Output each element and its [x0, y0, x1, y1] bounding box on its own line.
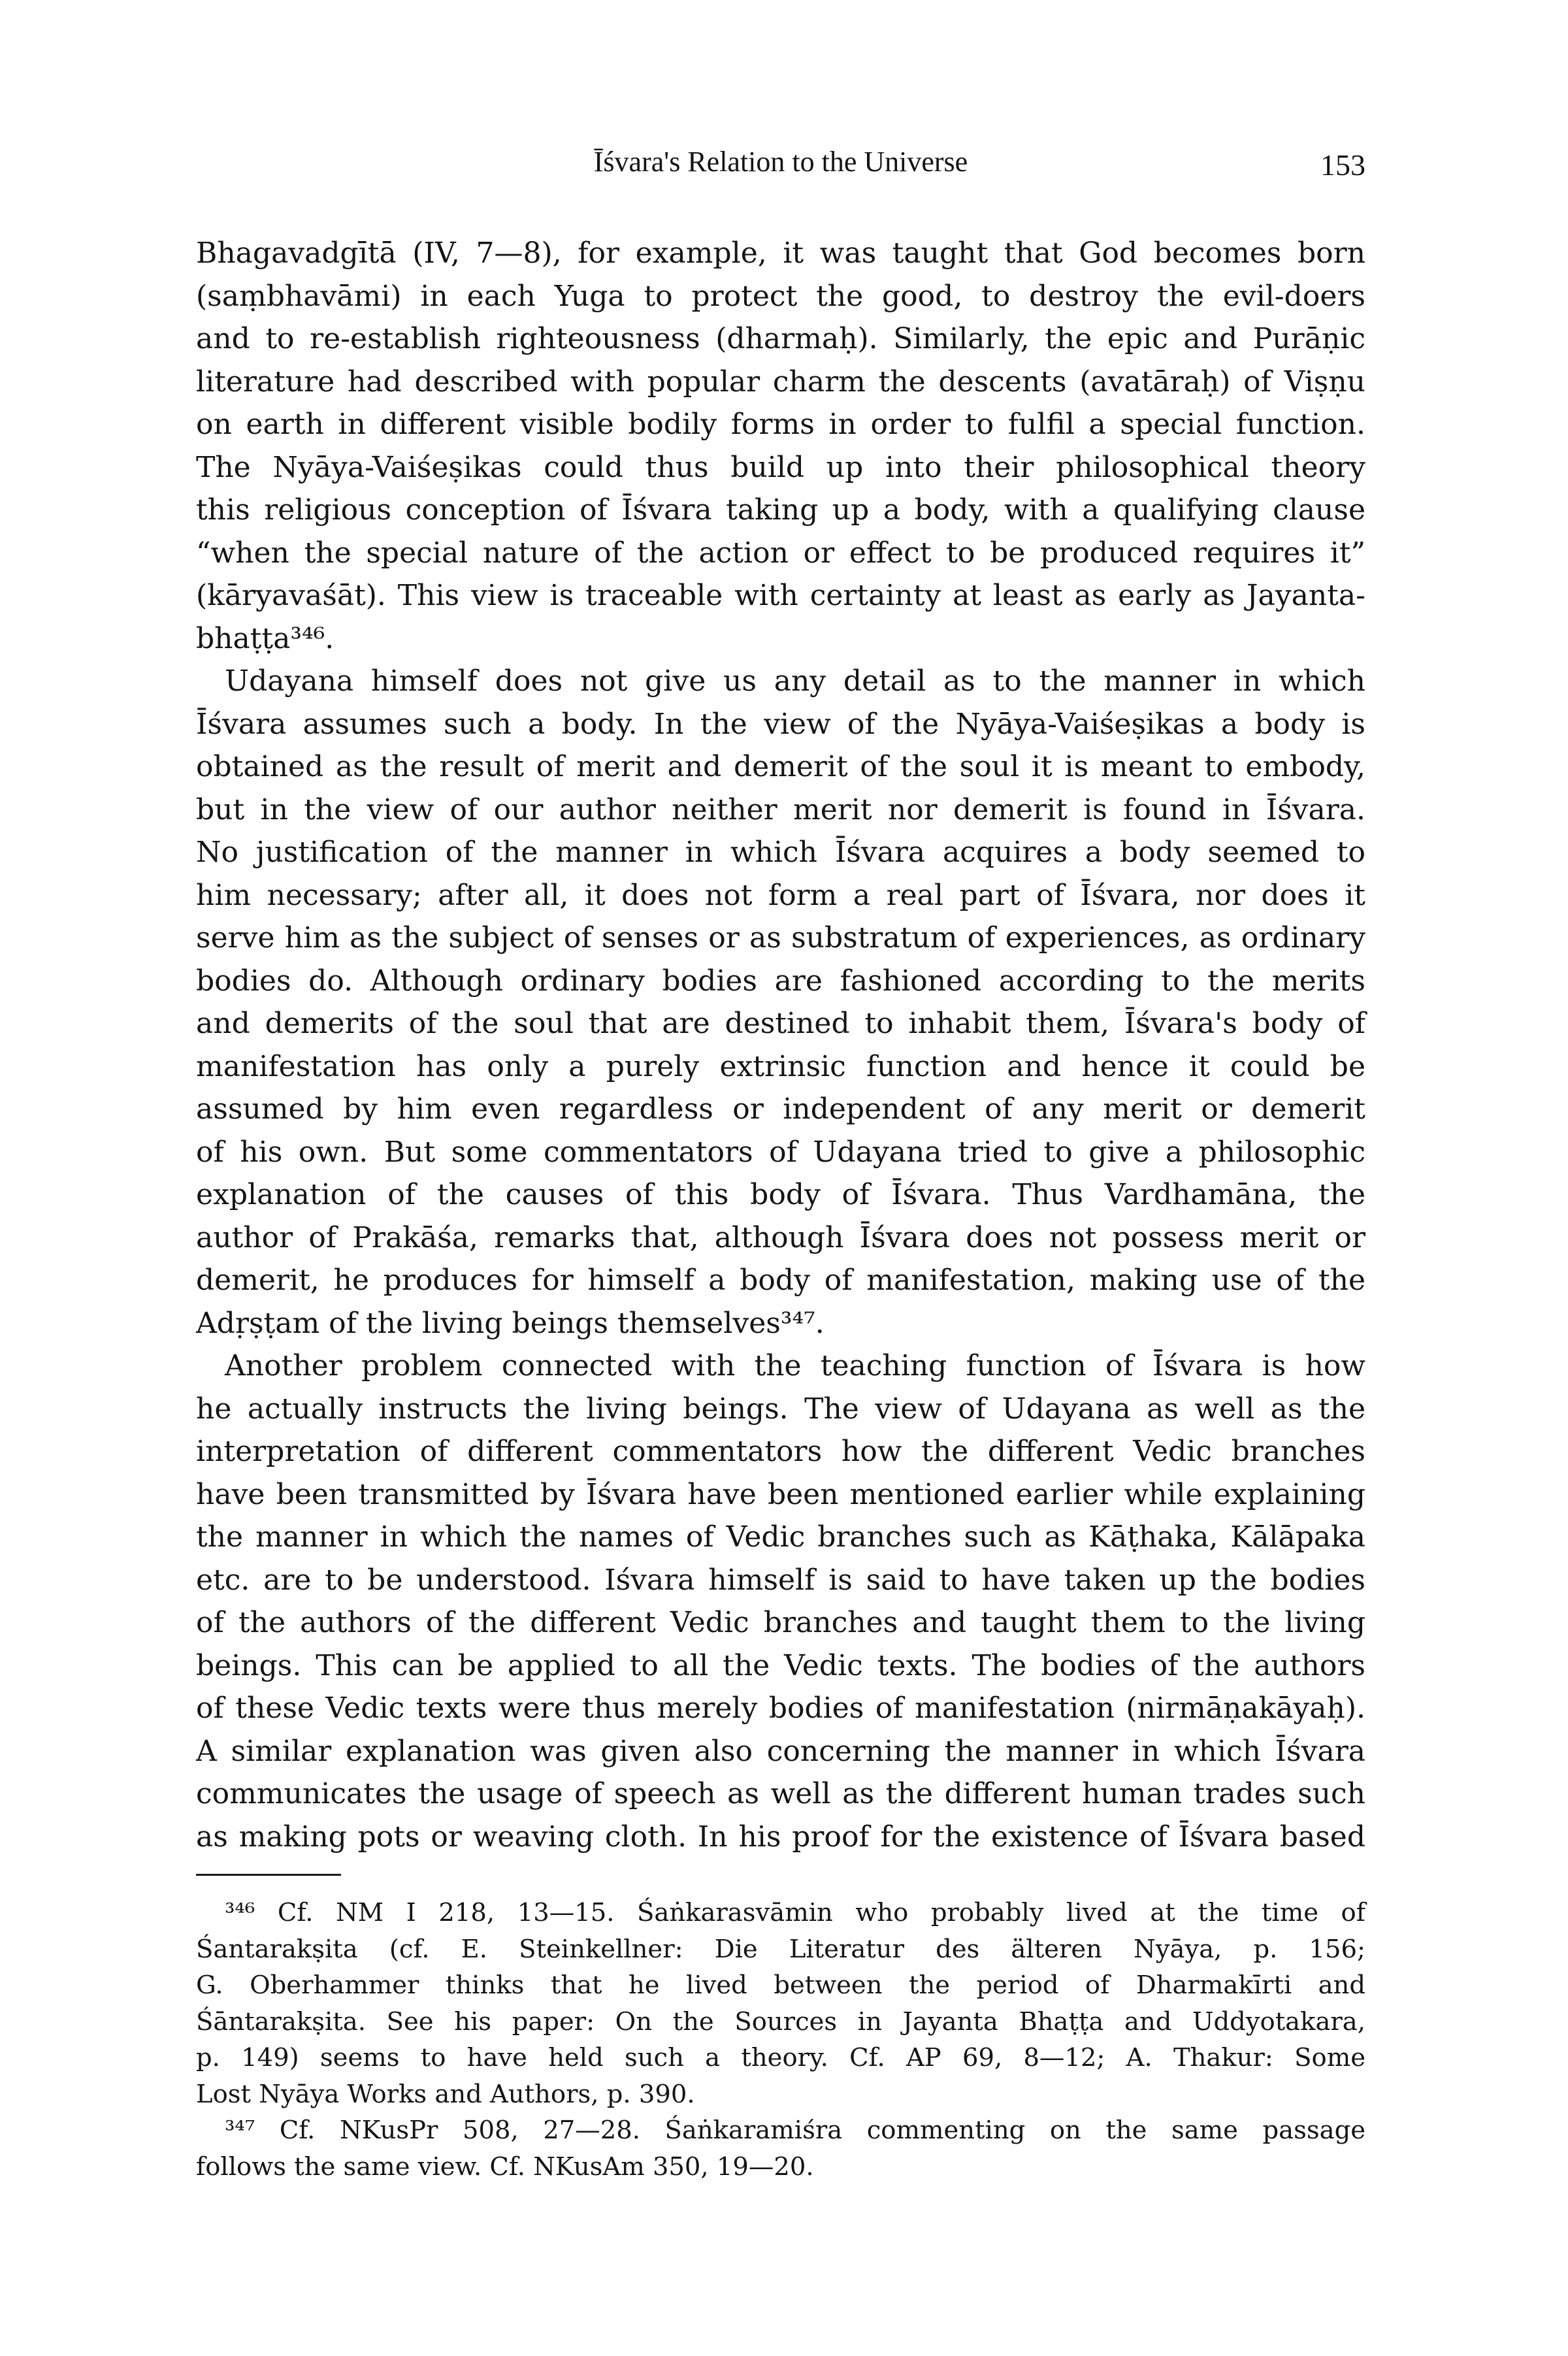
- body-text: [196, 232, 1365, 1858]
- body-line: and to re-establish righteousness (dharmaḥ). Similarly, the epic and Purāṇic: [196, 322, 1365, 355]
- body-line: Īśvara assumes such a body. In the view of the Nyāya-Vaiśeṣikas a body is: [196, 707, 1365, 741]
- body-line: Another problem connected with the teaching function of Īśvara is how: [225, 1349, 1365, 1383]
- footnote-divider: [196, 1874, 341, 1876]
- footnote-line: follows the same view. Cf. NKusAm 350, 19—20.: [196, 2151, 814, 2182]
- body-line: of these Vedic texts were thus merely bodies of manifestation (nirmāṇakāyaḥ).: [196, 1692, 1365, 1725]
- body-line: as making pots or weaving cloth. In his proof for the existence of Īśvara based: [196, 1820, 1365, 1854]
- footnote-line: Lost Nyāya Works and Authors, p. 390.: [196, 2079, 695, 2109]
- body-line: of the authors of the different Vedic branches and taught them to the living: [196, 1606, 1365, 1639]
- body-line: A similar explanation was given also concerning the manner in which Īśvara: [196, 1734, 1365, 1768]
- body-line: interpretation of different commentators how the different Vedic branches: [196, 1435, 1365, 1468]
- body-line: The Nyāya-Vaiśeṣikas could thus build up into their philosophical theory: [196, 450, 1365, 484]
- footnote-line: Śantarakṣita (cf. E. Steinkellner: Die Literatur des älteren Nyāya, p. 156;: [196, 1934, 1365, 1964]
- body-line: have been transmitted by Īśvara have been mentioned earlier while explaining: [196, 1477, 1365, 1511]
- page-number: 153: [1320, 148, 1365, 182]
- body-line: serve him as the subject of senses or as substratum of experiences, as ordinary: [196, 921, 1365, 955]
- footnote-line: ³⁴⁷ Cf. NKusPr 508, 27—28. Śaṅkaramiśra commenting on the same passage: [225, 2116, 1365, 2145]
- body-line: No justification of the manner in which Īśvara acquires a body seemed to: [196, 836, 1365, 869]
- body-line: the manner in which the names of Vedic branches such as Kāṭhaka, Kālāpaka: [196, 1520, 1365, 1554]
- body-line: bodies do. Although ordinary bodies are fashioned according to the merits: [196, 964, 1365, 998]
- body-line: he actually instructs the living beings. The view of Udayana as well as the: [196, 1392, 1365, 1426]
- body-line: on earth in different visible bodily forms in order to fulfil a special function.: [196, 408, 1365, 441]
- page-header: [196, 145, 1365, 191]
- footnote-line: ³⁴⁶ Cf. NM I 218, 13—15. Śaṅkarasvāmin who probably lived at the time of: [225, 1898, 1365, 1927]
- body-line: manifestation has only a purely extrinsic function and hence it could be: [196, 1049, 1365, 1083]
- body-line: demerit, he produces for himself a body of manifestation, making use of the: [196, 1264, 1365, 1297]
- body-line: but in the view of our author neither merit nor demerit is found in Īśvara.: [196, 793, 1365, 826]
- footnote-line: p. 149) seems to have held such a theory. Cf. AP 69, 8—12; A. Thakur: Some: [196, 2043, 1365, 2072]
- body-line: bhaṭṭa³⁴⁶.: [196, 621, 335, 655]
- body-line: of his own. But some commentators of Udayana tried to give a philosophic: [196, 1135, 1365, 1169]
- running-title: Īśvara's Relation to the Universe: [593, 146, 968, 178]
- footnotes: [196, 1895, 1365, 2185]
- body-line: assumed by him even regardless or independent of any merit or demerit: [196, 1092, 1365, 1126]
- body-line: beings. This can be applied to all the Vedic texts. The bodies of the authors: [196, 1648, 1365, 1682]
- body-line: explanation of the causes of this body of Īśvara. Thus Vardhamāna, the: [196, 1178, 1365, 1211]
- body-line: Bhagavadgītā (IV, 7—8), for example, it was taught that God becomes born: [196, 237, 1365, 270]
- body-line: etc. are to be understood. Iśvara himself is said to have taken up the bodies: [196, 1563, 1365, 1597]
- footnote-line: G. Oberhammer thinks that he lived between the period of Dharmakīrti and: [196, 1971, 1365, 2000]
- body-line: Adṛṣṭam of the living beings themselves³⁴⁷.: [196, 1306, 825, 1340]
- footnote-line: Śāntarakṣita. See his paper: On the Sources in Jayanta Bhaṭṭa and Uddyotakara,: [196, 2006, 1365, 2037]
- body-line: this religious conception of Īśvara taking up a body, with a qualifying clause: [196, 493, 1365, 527]
- body-line: Udayana himself does not give us any detail as to the manner in which: [225, 664, 1365, 698]
- body-line: “when the special nature of the action or effect to be produced requires it”: [196, 536, 1365, 570]
- body-line: (kāryavaśāt). This view is traceable with certainty at least as early as Jayanta-: [196, 579, 1365, 612]
- body-line: obtained as the result of merit and demerit of the soul it is meant to embody,: [196, 750, 1365, 783]
- body-line: and demerits of the soul that are destined to inhabit them, Īśvara's body of: [196, 1007, 1365, 1040]
- body-line: communicates the usage of speech as well as the different human trades such: [196, 1777, 1365, 1810]
- body-line: author of Prakāśa, remarks that, although Īśvara does not possess merit or: [196, 1220, 1365, 1254]
- body-line: literature had described with popular charm the descents (avatāraḥ) of Viṣṇu: [196, 365, 1365, 399]
- body-line: him necessary; after all, it does not form a real part of Īśvara, nor does it: [196, 878, 1365, 912]
- body-line: (saṃbhavāmi) in each Yuga to protect the good, to destroy the evil-doers: [196, 279, 1365, 313]
